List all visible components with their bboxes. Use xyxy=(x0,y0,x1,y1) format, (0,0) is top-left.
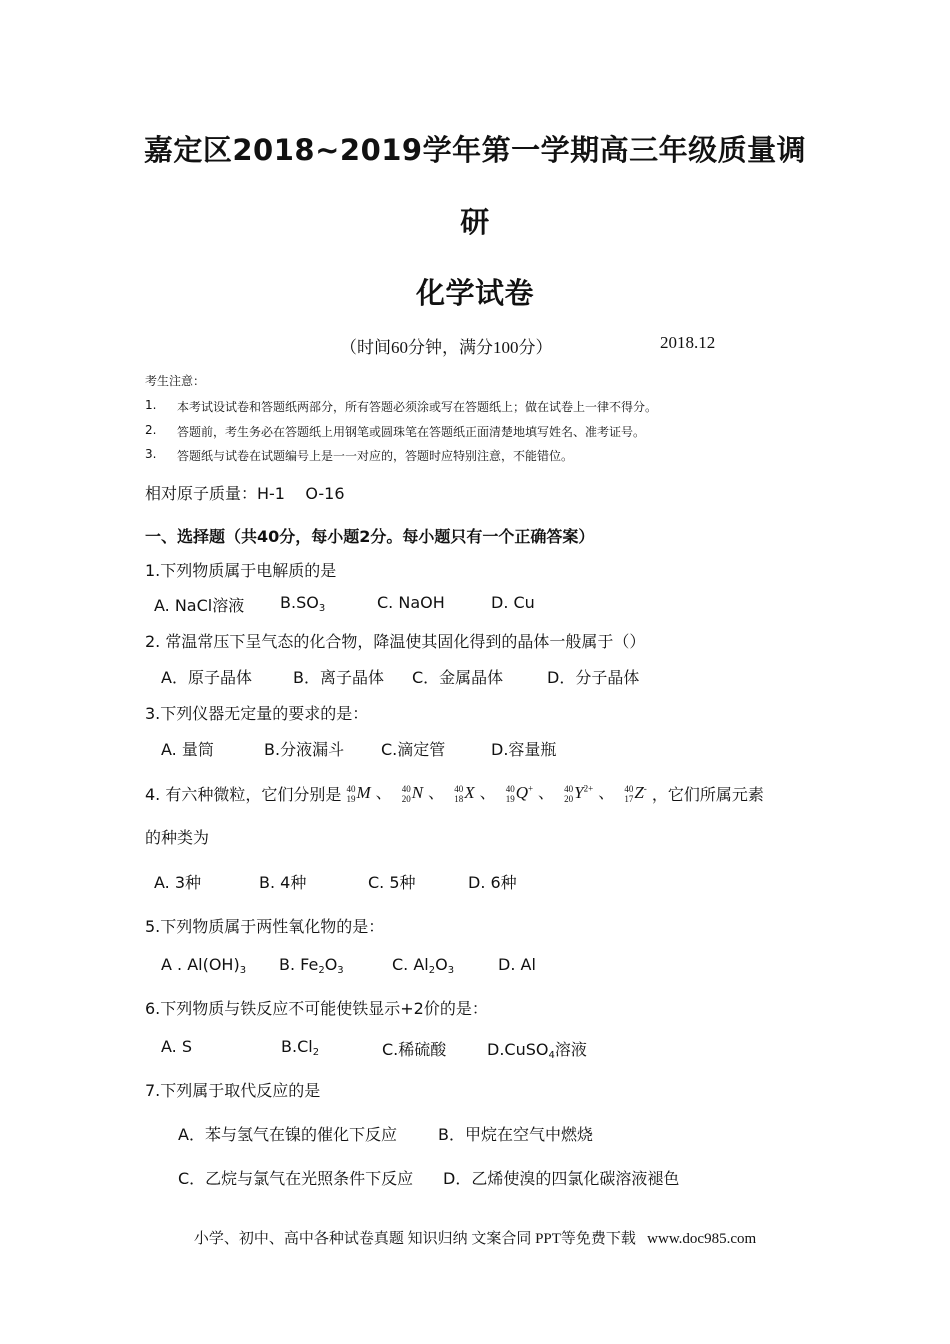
question-4-option-b: B. 4种 xyxy=(259,873,307,892)
section-heading: 一、选择题（共40分，每小题2分。每小题只有一个正确答案） xyxy=(145,527,595,546)
question-4-stem-post: ，它们所属元素 xyxy=(651,785,764,804)
notice-item-num: 3. xyxy=(145,447,157,461)
atomic-mass-note: 相对原子质量：H-1 O-16 xyxy=(145,484,345,503)
question-3-option-b: B.分液漏斗 xyxy=(264,740,345,759)
question-6-option-d: D.CuSO$_4$溶液 xyxy=(487,1040,587,1061)
page-title-line2: 研 xyxy=(460,205,490,239)
footer-ad: 小学、初中、高中各种试卷真题 知识归纳 文案合同 PPT等免费下载 www.doc985.com xyxy=(193,1231,757,1247)
question-4-option-c: C. 5种 xyxy=(368,873,416,892)
question-7-option-d: D．乙烯使溴的四氯化碳溶液褪色 xyxy=(443,1169,680,1188)
notice-item-text: 答题前，考生务必在答题纸上用钢笔或圆珠笔在答题纸正面清楚地填写姓名、准考证号。 xyxy=(177,425,646,439)
isotope-M: 40 19 M xyxy=(346,783,371,805)
notice-item-text: 答题纸与试卷在试题编号上是一一对应的，答题时应特别注意，不能错位。 xyxy=(177,449,574,463)
question-6-option-a: A. S xyxy=(161,1037,192,1056)
isotope-Y-ion: 40 20 $Y^{2+}$ xyxy=(564,783,594,805)
question-1-option-b: $B.SO_3$ xyxy=(280,593,326,614)
question-6-stem: 6.下列物质与铁反应不可能使铁显示+2价的是： xyxy=(145,999,488,1018)
question-5-option-c: C. $Al_2O_3$ xyxy=(392,955,455,976)
notice-item-text: 本考试设试卷和答题纸两部分，所有答题必须涂或写在答题纸上；做在试卷上一律不得分。 xyxy=(177,400,658,414)
time-info: （时间60分钟，满分100分） xyxy=(340,338,553,357)
notice-item-num: 2. xyxy=(145,423,157,437)
question-1-option-c: C. NaOH xyxy=(377,593,445,612)
question-7-option-b: B．甲烷在空气中燃烧 xyxy=(438,1125,593,1144)
notice-heading: 考生注意： xyxy=(145,374,206,388)
question-3-option-c: C.滴定管 xyxy=(381,740,446,759)
question-2-stem: 2. 常温常压下呈气态的化合物，降温使其固化得到的晶体一般属于（） xyxy=(145,632,646,651)
question-1-option-d: D. Cu xyxy=(491,593,535,612)
notice-item-num: 1. xyxy=(145,398,157,412)
question-1-stem: 1.下列物质属于电解质的是 xyxy=(145,561,337,580)
question-2-option-b: B．离子晶体 xyxy=(293,668,384,687)
question-2-option-a: A．原子晶体 xyxy=(161,668,252,687)
question-7-option-a: A．苯与氢气在镍的催化下反应 xyxy=(178,1125,397,1144)
page-title-line1: 嘉定区2018~2019学年第一学期高三年级质量调 xyxy=(143,133,807,167)
isotope-Z-ion: 40 17 Z- xyxy=(624,783,647,805)
question-4-stem-line2: 的种类为 xyxy=(145,828,210,847)
paper-subtitle: 化学试卷 xyxy=(415,276,534,310)
question-4-option-a: A. 3种 xyxy=(154,873,202,892)
question-4-option-d: D. 6种 xyxy=(468,873,517,892)
exam-date: 2018.12 xyxy=(660,333,716,352)
question-5-option-d: D. Al xyxy=(498,955,536,974)
question-3-option-d: D.容量瓶 xyxy=(491,740,557,759)
isotope-N: 40 20 N xyxy=(401,783,424,805)
question-4-stem: 4. 有六种微粒，它们分别是 40 19 M 、 40 20 N 、 40 18 X 、 40 19 Q+ 、 40 20 $Y^{2+}$ 、 40 17 Z- ，它们所属元素 xyxy=(145,783,764,805)
question-4-stem-pre: 4. 有六种微粒，它们分别是 xyxy=(145,785,342,804)
question-5-stem: 5.下列物质属于两性氧化物的是： xyxy=(145,917,385,936)
question-7-stem: 7.下列属于取代反应的是 xyxy=(145,1081,321,1100)
question-2-option-c: C．金属晶体 xyxy=(412,668,504,687)
question-6-option-b: $B.Cl_2$ xyxy=(281,1037,320,1058)
question-7-option-c: C．乙烷与氯气在光照条件下反应 xyxy=(178,1169,414,1188)
isotope-X: 40 18 X xyxy=(454,783,475,805)
question-5-option-b: B. $Fe_2O_3$ xyxy=(279,955,344,976)
isotope-Q-ion: 40 19 Q+ xyxy=(505,783,534,805)
question-2-option-d: D．分子晶体 xyxy=(547,668,640,687)
question-3-stem: 3.下列仪器无定量的要求的是： xyxy=(145,704,369,723)
question-3-option-a: A. 量筒 xyxy=(161,740,214,759)
question-5-option-a: A . $Al(OH)_3$ xyxy=(161,955,247,976)
question-6-option-c: C.稀硫酸 xyxy=(382,1040,447,1059)
question-1-option-a: A. NaCl溶液 xyxy=(154,596,245,615)
